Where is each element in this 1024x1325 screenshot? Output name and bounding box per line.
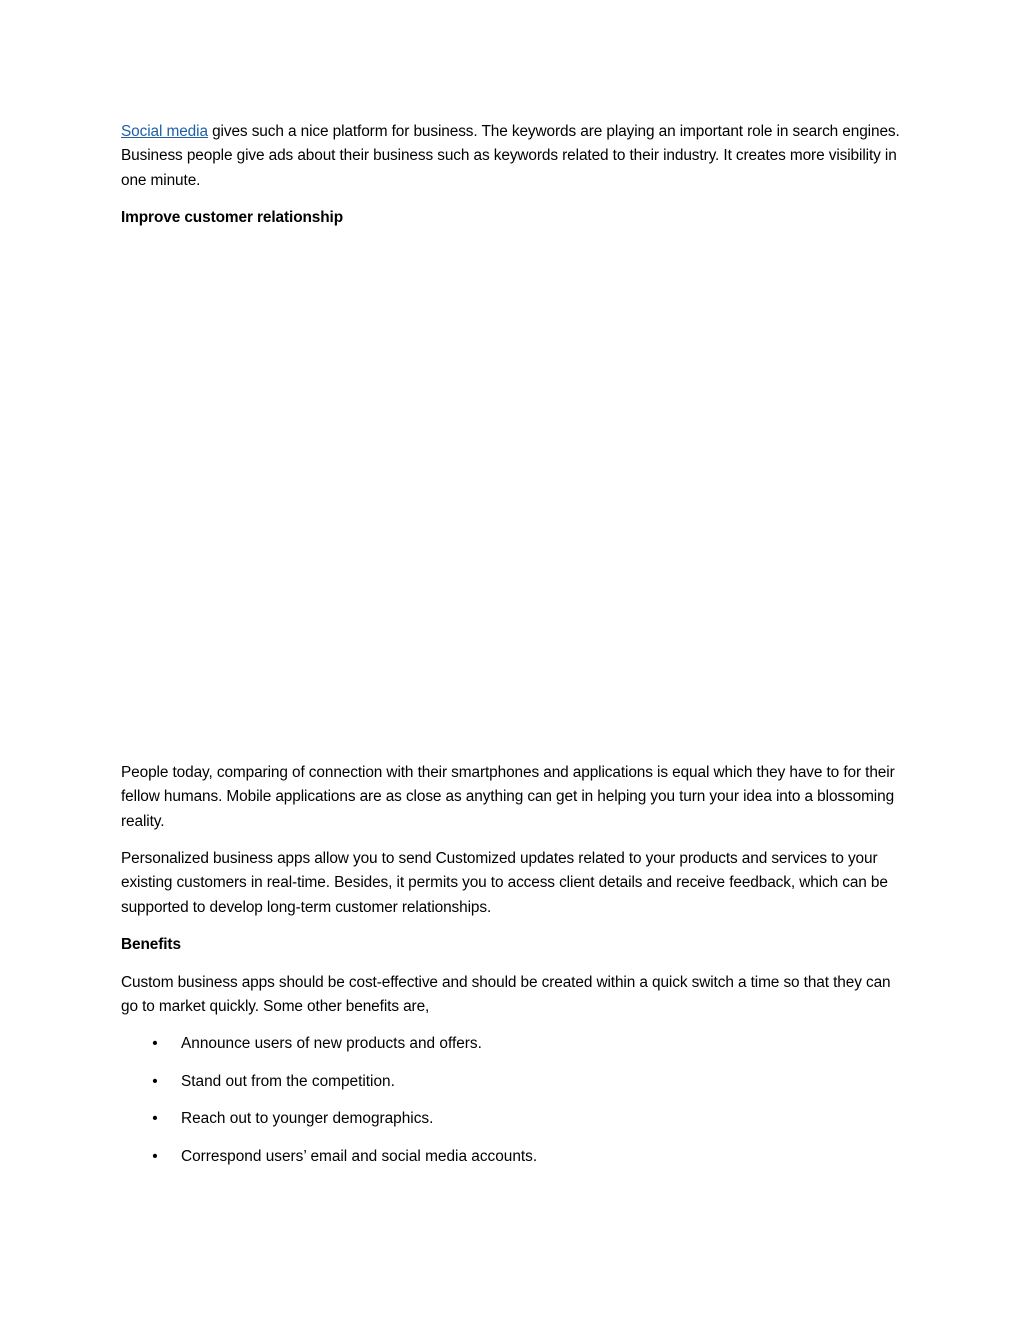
list-item [121, 1145, 911, 1169]
list-item-text: Stand out from the competition. [181, 1072, 395, 1090]
heading-benefits: Benefits [121, 936, 181, 953]
list-item [121, 1107, 911, 1131]
paragraph-custom-apps: Custom business apps should be cost-effective and should be created within a quick switch a time so that they can go to market quickly. Some other benefits are, [121, 974, 891, 1016]
bullet-icon: • [152, 1035, 158, 1052]
intro-paragraph-block [121, 120, 911, 193]
list-item [121, 1070, 911, 1094]
intro-paragraph [121, 120, 911, 193]
benefits-list [121, 1032, 911, 1183]
intro-paragraph-text: gives such a nice platform for business. The keywords are playing an important role in search engines. Business people give ads about their business such as keywords related to their industry. It creates more visibility in one minute. [121, 123, 900, 189]
list-item-text: Correspond users’ email and social media accounts. [181, 1148, 538, 1166]
list-item-text: Announce users of new products and offers. [181, 1035, 482, 1052]
list-item [121, 1032, 911, 1056]
paragraph-people-today: People today, comparing of connection with their smartphones and applications is equal which they have to for their fellow humans. Mobile applications are as close as anything can get in helping you turn your idea into a blossoming reality. [121, 764, 895, 830]
bullet-icon: • [152, 1148, 158, 1166]
social-media-link[interactable]: Social media [121, 123, 208, 140]
bullet-icon: • [152, 1110, 158, 1128]
heading-improve-customer-relationship: Improve customer relationship [121, 209, 344, 226]
list-item-text: Reach out to younger demographics. [181, 1110, 434, 1128]
paragraph-personalized-apps: Personalized business apps allow you to send Customized updates related to your products and services to your existing customers in real-time. Besides, it permits you to access client details and receive feedback, which can be supported to develop long-term customer relationships. [121, 850, 888, 916]
bullet-icon: • [152, 1072, 158, 1090]
